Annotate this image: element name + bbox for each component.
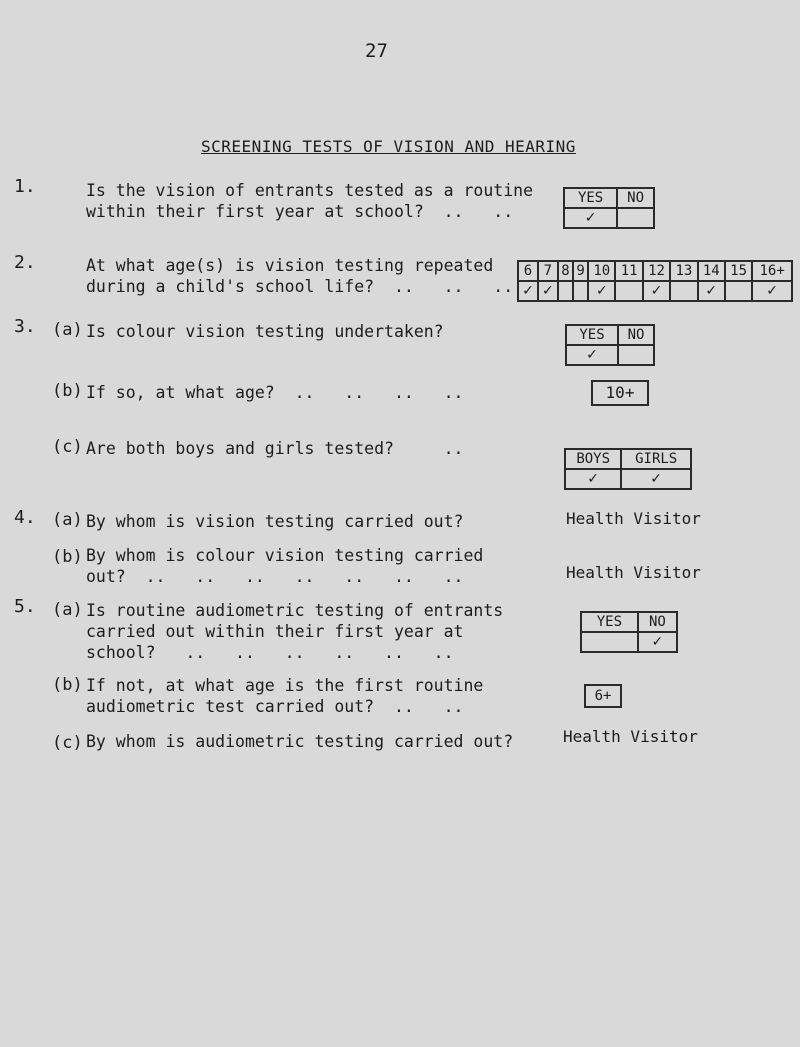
age-header: 8 [558,261,573,281]
question-4a-label: (a) [52,510,83,530]
age-checkbox[interactable]: ✓ [538,281,558,301]
age-checkbox[interactable] [573,281,588,301]
question-3-number: 3. [14,316,36,337]
age-header: 15 [725,261,752,281]
question-2-age-table [517,260,793,302]
page-title: SCREENING TESTS OF VISION AND HEARING [201,137,576,156]
question-3a-text: Is colour vision testing undertaken? [86,322,444,341]
question-1-number: 1. [14,176,36,197]
no-header: NO [617,188,654,208]
age-checkbox[interactable]: ✓ [643,281,670,301]
question-4a-answer: Health Visitor [566,509,701,528]
age-answer[interactable]: 6+ [585,685,621,707]
age-header: 6 [518,261,538,281]
question-3c-answer-table [564,448,692,490]
question-3c-label: (c) [52,437,83,457]
question-5a-text: Is routine audiometric testing of entrants carried out within their first year at school? .. .. .. .. .. .. [86,601,504,662]
age-checkbox[interactable] [670,281,697,301]
question-5c-label: (c) [52,733,83,753]
age-header: 14 [698,261,725,281]
question-1-answer-table [563,187,655,229]
question-3b-text: If so, at what age? .. .. .. .. [86,383,464,402]
boys-header: BOYS [565,449,621,469]
yes-header: YES [566,325,618,345]
yes-header: YES [581,612,638,632]
question-3b-answer-box [591,380,649,406]
age-header: 16+ [752,261,792,281]
age-header: 10 [588,261,615,281]
age-header: 11 [615,261,642,281]
question-2-text: At what age(s) is vision testing repeated during a child's school life? .. .. .. [86,256,514,296]
girls-header: GIRLS [621,449,691,469]
question-5c-text: By whom is audiometric testing carried out? [86,732,514,751]
age-header: 12 [643,261,670,281]
page-number: 27 [365,40,388,62]
question-4b-label: (b) [52,547,83,567]
question-3c-text: Are both boys and girls tested? .. [86,439,464,458]
no-header: NO [638,612,677,632]
yes-header: YES [564,188,617,208]
age-header: 7 [538,261,558,281]
yes-checkbox[interactable]: ✓ [564,208,617,228]
question-3b-label: (b) [52,381,83,401]
question-5b-answer-box [584,684,622,708]
age-checkbox[interactable]: ✓ [752,281,792,301]
age-checkbox[interactable] [558,281,573,301]
no-checkbox[interactable] [617,208,654,228]
age-checkbox[interactable]: ✓ [698,281,725,301]
question-4b-answer: Health Visitor [566,563,701,582]
age-checkbox[interactable] [615,281,642,301]
age-answer[interactable]: 10+ [592,381,648,405]
question-5c-answer: Health Visitor [563,727,698,746]
no-checkbox[interactable] [618,345,654,365]
question-4-number: 4. [14,507,36,528]
question-5a-label: (a) [52,600,83,620]
boys-checkbox[interactable]: ✓ [565,469,621,489]
question-5b-text: If not, at what age is the first routine audiometric test carried out? .. .. [86,676,484,716]
question-3a-answer-table [565,324,655,366]
question-5b-label: (b) [52,675,83,695]
age-checkbox[interactable]: ✓ [518,281,538,301]
question-3a-label: (a) [52,320,83,340]
age-header: 9 [573,261,588,281]
age-header: 13 [670,261,697,281]
age-checkbox[interactable] [725,281,752,301]
girls-checkbox[interactable]: ✓ [621,469,691,489]
no-header: NO [618,325,654,345]
question-5a-answer-table [580,611,678,653]
question-2-number: 2. [14,252,36,273]
age-checkbox[interactable]: ✓ [588,281,615,301]
question-5-number: 5. [14,596,36,617]
yes-checkbox[interactable] [581,632,638,652]
question-4b-text: By whom is colour vision testing carried out? .. .. .. .. .. .. .. [86,546,484,586]
yes-checkbox[interactable]: ✓ [566,345,618,365]
question-4a-text: By whom is vision testing carried out? [86,512,464,531]
no-checkbox[interactable]: ✓ [638,632,677,652]
question-1-text: Is the vision of entrants tested as a routine within their first year at school? .. .. [86,181,534,221]
